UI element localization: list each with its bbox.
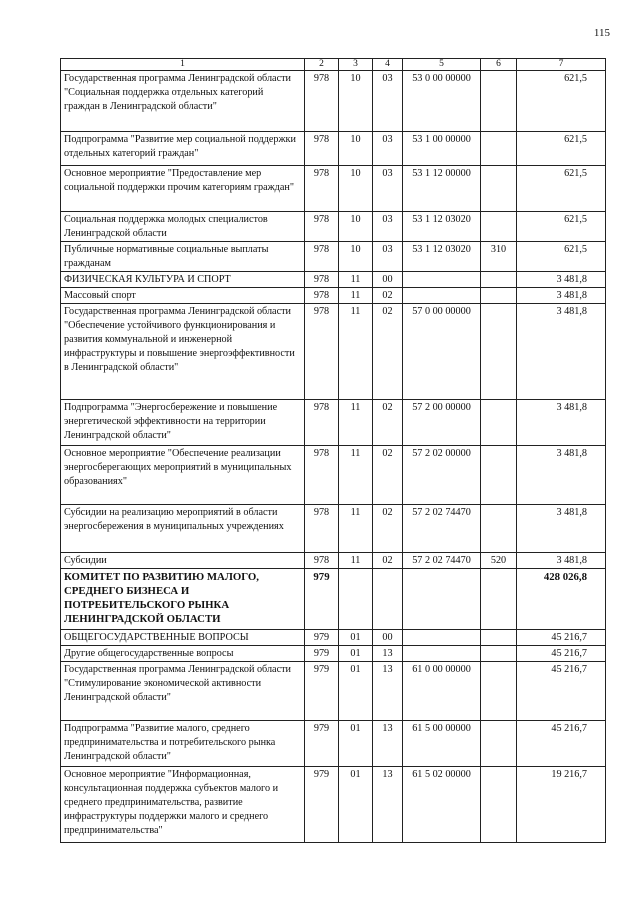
budget-table [60, 58, 606, 843]
code-cell: 57 2 02 74470 [403, 505, 481, 553]
code-cell: 03 [373, 242, 403, 272]
code-cell: 53 1 12 03020 [403, 242, 481, 272]
amount-cell: 621,5 [517, 132, 606, 166]
amount-cell: 428 026,8 [517, 569, 606, 630]
row-name-cell: Основное мероприятие "Предоставление мер социальной поддержки прочим категориям граждан" [61, 166, 305, 212]
amount-cell: 621,5 [517, 212, 606, 242]
column-header: 4 [373, 59, 403, 71]
code-cell [481, 288, 517, 304]
code-cell: 978 [305, 132, 339, 166]
row-name-cell: Публичные нормативные социальные выплаты гражданам [61, 242, 305, 272]
code-cell [481, 71, 517, 132]
code-cell: 10 [339, 132, 373, 166]
amount-cell: 3 481,8 [517, 304, 606, 400]
code-cell: 13 [373, 767, 403, 843]
code-cell: 978 [305, 272, 339, 288]
code-cell: 979 [305, 646, 339, 662]
amount-cell: 3 481,8 [517, 505, 606, 553]
amount-cell: 19 216,7 [517, 767, 606, 843]
code-cell: 02 [373, 505, 403, 553]
code-cell: 57 2 00 00000 [403, 400, 481, 446]
code-cell [403, 630, 481, 646]
column-header: 5 [403, 59, 481, 71]
code-cell [481, 272, 517, 288]
code-cell: 57 0 00 00000 [403, 304, 481, 400]
page-number: 115 [593, 27, 610, 39]
amount-cell: 45 216,7 [517, 646, 606, 662]
code-cell: 979 [305, 767, 339, 843]
code-cell: 01 [339, 767, 373, 843]
code-cell: 01 [339, 721, 373, 767]
row-name-cell: Государственная программа Ленинградской области "Обеспечение устойчивого функционирования и развития коммунальной и инженерной инфраструктуры и повышение энергоэффективности в Ленинградской области" [61, 304, 305, 400]
row-name-cell: Подпрограмма "Развитие малого, среднего предпринимательства и потребительского рынка Ленинградской области" [61, 721, 305, 767]
code-cell: 10 [339, 166, 373, 212]
code-cell: 02 [373, 400, 403, 446]
code-cell [481, 767, 517, 843]
amount-cell: 621,5 [517, 166, 606, 212]
amount-cell: 45 216,7 [517, 662, 606, 721]
code-cell: 979 [305, 630, 339, 646]
code-cell: 53 0 00 00000 [403, 71, 481, 132]
row-name-cell: ОБЩЕГОСУДАРСТВЕННЫЕ ВОПРОСЫ [61, 630, 305, 646]
code-cell [339, 569, 373, 630]
code-cell: 61 0 00 00000 [403, 662, 481, 721]
code-cell: 53 1 12 00000 [403, 166, 481, 212]
code-cell: 01 [339, 646, 373, 662]
amount-cell: 3 481,8 [517, 288, 606, 304]
code-cell: 11 [339, 304, 373, 400]
code-cell: 11 [339, 446, 373, 505]
code-cell: 978 [305, 304, 339, 400]
table-row [61, 721, 606, 767]
code-cell: 61 5 00 00000 [403, 721, 481, 767]
code-cell: 11 [339, 400, 373, 446]
amount-cell: 3 481,8 [517, 272, 606, 288]
code-cell: 02 [373, 288, 403, 304]
code-cell: 310 [481, 242, 517, 272]
amount-cell: 3 481,8 [517, 446, 606, 505]
code-cell: 10 [339, 212, 373, 242]
amount-cell: 621,5 [517, 242, 606, 272]
code-cell: 978 [305, 212, 339, 242]
column-header: 7 [517, 59, 606, 71]
code-cell [481, 662, 517, 721]
code-cell: 520 [481, 553, 517, 569]
code-cell [481, 212, 517, 242]
row-name-cell: Основное мероприятие "Информационная, консультационная поддержка субъектов малого и среднего предпринимательства, развитие инфраструктуры поддержки малого и среднего предпринимательства" [61, 767, 305, 843]
row-name-cell: Массовый спорт [61, 288, 305, 304]
code-cell: 11 [339, 288, 373, 304]
code-cell: 00 [373, 272, 403, 288]
code-cell: 01 [339, 662, 373, 721]
row-name-cell: Подпрограмма "Энергосбережение и повышение энергетической эффективности на территории Ленинградской области" [61, 400, 305, 446]
code-cell [481, 304, 517, 400]
code-cell: 03 [373, 166, 403, 212]
code-cell [403, 272, 481, 288]
table-row [61, 569, 606, 630]
code-cell: 11 [339, 505, 373, 553]
table-row [61, 446, 606, 505]
code-cell: 978 [305, 288, 339, 304]
row-name-cell: Субсидии на реализацию мероприятий в области энергосбережения в муниципальных учреждениях [61, 505, 305, 553]
code-cell: 00 [373, 630, 403, 646]
code-cell [481, 446, 517, 505]
code-cell: 10 [339, 242, 373, 272]
code-cell [481, 630, 517, 646]
code-cell: 979 [305, 721, 339, 767]
row-name-cell: КОМИТЕТ ПО РАЗВИТИЮ МАЛОГО, СРЕДНЕГО БИЗНЕСА И ПОТРЕБИТЕЛЬСКОГО РЫНКА ЛЕНИНГРАДСКОЙ ОБЛАСТИ [61, 569, 305, 630]
code-cell [481, 166, 517, 212]
row-name-cell: Субсидии [61, 553, 305, 569]
code-cell: 53 1 12 03020 [403, 212, 481, 242]
code-cell [403, 288, 481, 304]
code-cell: 979 [305, 662, 339, 721]
code-cell: 978 [305, 242, 339, 272]
row-name-cell: Подпрограмма "Развитие мер социальной поддержки отдельных категорий граждан" [61, 132, 305, 166]
code-cell: 13 [373, 721, 403, 767]
amount-cell: 3 481,8 [517, 553, 606, 569]
code-cell [481, 646, 517, 662]
code-cell [481, 721, 517, 767]
row-name-cell: Социальная поддержка молодых специалистов Ленинградской области [61, 212, 305, 242]
code-cell: 978 [305, 400, 339, 446]
code-cell: 10 [339, 71, 373, 132]
row-name-cell: Государственная программа Ленинградской области "Стимулирование экономической активности Ленинградской области" [61, 662, 305, 721]
code-cell: 979 [305, 569, 339, 630]
table-row [61, 166, 606, 212]
table-row [61, 400, 606, 446]
code-cell: 13 [373, 662, 403, 721]
code-cell: 978 [305, 553, 339, 569]
table-row [61, 71, 606, 132]
code-cell [403, 646, 481, 662]
code-cell: 978 [305, 446, 339, 505]
amount-cell: 45 216,7 [517, 630, 606, 646]
code-cell [481, 569, 517, 630]
table-row [61, 242, 606, 272]
column-header-row [61, 59, 606, 71]
code-cell [481, 505, 517, 553]
table-row [61, 662, 606, 721]
row-name-cell: ФИЗИЧЕСКАЯ КУЛЬТУРА И СПОРТ [61, 272, 305, 288]
code-cell: 03 [373, 212, 403, 242]
column-header: 6 [481, 59, 517, 71]
code-cell: 03 [373, 71, 403, 132]
table-row [61, 646, 606, 662]
code-cell [481, 132, 517, 166]
table-row [61, 767, 606, 843]
table-row [61, 630, 606, 646]
code-cell: 53 1 00 00000 [403, 132, 481, 166]
table-row [61, 132, 606, 166]
code-cell: 13 [373, 646, 403, 662]
column-header: 2 [305, 59, 339, 71]
table-row [61, 553, 606, 569]
code-cell: 02 [373, 553, 403, 569]
code-cell: 978 [305, 505, 339, 553]
code-cell: 57 2 02 00000 [403, 446, 481, 505]
code-cell: 03 [373, 132, 403, 166]
code-cell [373, 569, 403, 630]
column-header: 1 [61, 59, 305, 71]
table-row [61, 288, 606, 304]
amount-cell: 3 481,8 [517, 400, 606, 446]
code-cell: 01 [339, 630, 373, 646]
code-cell [481, 400, 517, 446]
row-name-cell: Государственная программа Ленинградской области "Социальная поддержка отдельных категорий граждан в Ленинградской области" [61, 71, 305, 132]
code-cell: 02 [373, 446, 403, 505]
code-cell: 61 5 02 00000 [403, 767, 481, 843]
table-row [61, 212, 606, 242]
amount-cell: 621,5 [517, 71, 606, 132]
code-cell: 02 [373, 304, 403, 400]
table-row [61, 304, 606, 400]
column-header: 3 [339, 59, 373, 71]
code-cell: 11 [339, 553, 373, 569]
code-cell: 978 [305, 166, 339, 212]
amount-cell: 45 216,7 [517, 721, 606, 767]
code-cell: 11 [339, 272, 373, 288]
table-row [61, 272, 606, 288]
row-name-cell: Другие общегосударственные вопросы [61, 646, 305, 662]
code-cell: 978 [305, 71, 339, 132]
table-row [61, 505, 606, 553]
row-name-cell: Основное мероприятие "Обеспечение реализации энергосберегающих мероприятий в муниципальных образованиях" [61, 446, 305, 505]
code-cell [403, 569, 481, 630]
code-cell: 57 2 02 74470 [403, 553, 481, 569]
